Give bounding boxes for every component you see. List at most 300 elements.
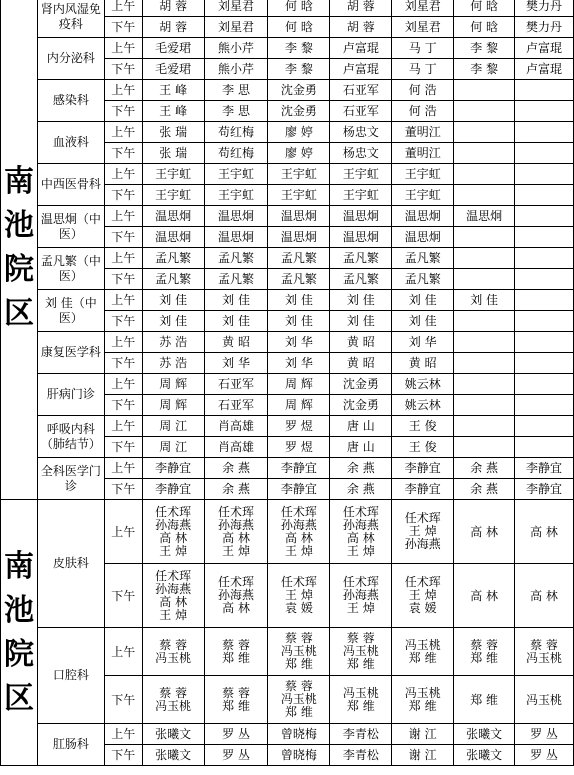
dept-name: 肛肠科 <box>37 724 104 766</box>
half-day-label: 下午 <box>104 17 142 38</box>
doctor-cell: 李静宜 <box>515 458 574 479</box>
cell-line: 郑 维 <box>285 657 313 671</box>
cell-line: 蔡 蓉 <box>530 637 558 652</box>
schedule-row <box>1 248 574 269</box>
doctor-cell <box>268 628 330 676</box>
doctor-cell <box>454 269 515 290</box>
doctor-cell: 王宇虹 <box>392 185 454 206</box>
doctor-cell: 王宇虹 <box>392 164 454 185</box>
cell-line: 郑 维 <box>285 705 313 719</box>
doctor-cell: 刘 华 <box>268 353 330 374</box>
doctor-cell: 石亚军 <box>204 374 268 395</box>
cell-line: 冯玉桃 <box>404 685 441 700</box>
doctor-cell <box>515 437 574 458</box>
doctor-cell: 孟凡繁 <box>142 248 204 269</box>
cell-line: 任术珲 <box>342 504 379 519</box>
doctor-cell: 李静宜 <box>392 458 454 479</box>
dept-name: 中西医骨科 <box>37 164 104 206</box>
cell-line: 冯玉桃 <box>155 698 192 713</box>
doctor-cell <box>330 564 392 628</box>
doctor-cell: 周 辉 <box>268 374 330 395</box>
half-day-label: 上午 <box>104 416 142 437</box>
campus-label <box>1 500 38 766</box>
cell-line: 冯玉桃 <box>155 650 192 665</box>
doctor-cell <box>515 122 574 143</box>
doctor-cell <box>515 374 574 395</box>
doctor-cell: 沈金勇 <box>268 101 330 122</box>
doctor-cell: 温思炯 <box>392 227 454 248</box>
half-day-label: 上午 <box>104 206 142 227</box>
doctor-cell: 李 黎 <box>454 59 515 80</box>
doctor-cell <box>515 311 574 332</box>
doctor-cell: 何 晗 <box>268 17 330 38</box>
doctor-cell <box>268 564 330 628</box>
doctor-cell: 刘 佳 <box>142 290 204 311</box>
doctor-cell: 张 瑞 <box>142 143 204 164</box>
doctor-cell: 石亚军 <box>204 395 268 416</box>
doctor-cell <box>392 676 454 724</box>
doctor-cell <box>515 206 574 227</box>
doctor-cell: 罗 煜 <box>268 437 330 458</box>
doctor-cell <box>454 374 515 395</box>
doctor-cell: 冯玉桃 <box>515 676 574 724</box>
schedule-row <box>1 38 574 59</box>
doctor-cell <box>268 676 330 724</box>
doctor-cell: 卢富琨 <box>515 38 574 59</box>
doctor-cell: 温思炯 <box>142 206 204 227</box>
doctor-cell: 李 思 <box>204 101 268 122</box>
cell-line: 孙海燕 <box>342 588 379 602</box>
doctor-cell: 董明江 <box>392 143 454 164</box>
cell-line: 蔡 蓉 <box>285 679 313 693</box>
doctor-cell: 杨忠文 <box>330 122 392 143</box>
doctor-cell: 孟凡繁 <box>392 248 454 269</box>
cell-line: 孙海燕 <box>155 517 192 532</box>
half-day-label: 上午 <box>104 248 142 269</box>
doctor-cell <box>330 500 392 564</box>
doctor-cell <box>515 248 574 269</box>
cell-line: 高 林 <box>346 530 375 545</box>
half-day-label: 下午 <box>104 59 142 80</box>
doctor-cell: 王宇虹 <box>268 164 330 185</box>
doctor-cell: 刘 佳 <box>268 311 330 332</box>
doctor-cell: 王宇虹 <box>204 185 268 206</box>
doctor-cell: 余 燕 <box>454 458 515 479</box>
doctor-cell: 刘 华 <box>392 332 454 353</box>
doctor-cell <box>515 332 574 353</box>
doctor-cell <box>204 676 268 724</box>
doctor-cell: 苟红梅 <box>204 122 268 143</box>
half-day-label: 下午 <box>104 227 142 248</box>
doctor-cell: 李青松 <box>330 724 392 745</box>
cell-line: 蔡 蓉 <box>470 637 499 652</box>
cell-line: 冯玉桃 <box>342 685 379 700</box>
doctor-cell: 黄 昭 <box>330 353 392 374</box>
doctor-cell: 王宇虹 <box>142 185 204 206</box>
doctor-cell: 王宇虹 <box>330 185 392 206</box>
doctor-cell <box>330 628 392 676</box>
doctor-cell <box>515 164 574 185</box>
doctor-cell: 周 辉 <box>142 374 204 395</box>
schedule-row <box>1 724 574 745</box>
doctor-cell <box>454 395 515 416</box>
doctor-cell: 李 黎 <box>268 59 330 80</box>
doctor-cell: 王 峰 <box>142 101 204 122</box>
half-day-label: 上午 <box>104 628 142 676</box>
cell-line: 王 焯 <box>222 543 250 558</box>
doctor-cell: 毛爱珺 <box>142 59 204 80</box>
doctor-cell <box>454 227 515 248</box>
doctor-cell: 周 辉 <box>142 395 204 416</box>
cell-line: 郑 维 <box>470 650 499 665</box>
doctor-cell: 刘星君 <box>392 17 454 38</box>
doctor-cell <box>515 227 574 248</box>
dept-name: 肾内风湿免疫科 <box>37 0 104 38</box>
doctor-cell: 胡 蓉 <box>142 0 204 17</box>
doctor-cell <box>515 290 574 311</box>
doctor-cell <box>204 500 268 564</box>
doctor-cell: 苏 浩 <box>142 332 204 353</box>
cell-line: 高 林 <box>159 594 188 609</box>
doctor-cell: 刘星君 <box>392 0 454 17</box>
doctor-cell: 孟凡繁 <box>204 248 268 269</box>
campus-char: 区 <box>3 295 34 331</box>
cell-line: 蔡 蓉 <box>159 685 188 700</box>
doctor-cell: 肖高雄 <box>204 437 268 458</box>
dept-name: 血液科 <box>37 122 104 164</box>
doctor-cell: 温思炯 <box>204 227 268 248</box>
doctor-cell <box>268 500 330 564</box>
doctor-cell: 高 林 <box>454 500 515 564</box>
doctor-cell: 卢富琨 <box>330 59 392 80</box>
doctor-cell: 曾晓梅 <box>268 745 330 766</box>
doctor-cell: 唐 山 <box>330 437 392 458</box>
doctor-cell: 张曦文 <box>142 724 204 745</box>
doctor-cell: 王 峰 <box>142 80 204 101</box>
doctor-cell <box>454 185 515 206</box>
half-day-label: 下午 <box>104 479 142 500</box>
doctor-cell: 余 燕 <box>204 458 268 479</box>
campus-char: 池 <box>3 592 34 628</box>
cell-line: 王 焯 <box>346 601 375 615</box>
schedule-row <box>1 0 574 17</box>
schedule-row <box>1 500 574 564</box>
doctor-cell: 温思炯 <box>142 227 204 248</box>
doctor-cell: 王宇虹 <box>142 164 204 185</box>
doctor-cell: 黄 昭 <box>204 332 268 353</box>
doctor-cell: 廖 婷 <box>268 143 330 164</box>
doctor-cell: 黄 昭 <box>392 353 454 374</box>
cell-line: 孙海燕 <box>155 581 192 596</box>
doctor-cell: 黄 昭 <box>330 332 392 353</box>
half-day-label: 上午 <box>104 80 142 101</box>
schedule-row <box>1 206 574 227</box>
cell-line: 任术珲 <box>218 504 255 519</box>
dept-name: 刘 佳（中医） <box>37 290 104 332</box>
doctor-cell <box>454 80 515 101</box>
doctor-cell <box>204 564 268 628</box>
dept-name: 温思炯（中医） <box>37 206 104 248</box>
doctor-cell: 李静宜 <box>392 479 454 500</box>
doctor-cell: 卢富琨 <box>330 38 392 59</box>
half-day-label: 下午 <box>104 143 142 164</box>
doctor-cell: 王 俊 <box>392 437 454 458</box>
doctor-cell: 温思炯 <box>330 227 392 248</box>
doctor-cell: 刘 佳 <box>392 290 454 311</box>
campus-char: 区 <box>3 680 34 716</box>
cell-line: 高 林 <box>222 601 250 615</box>
doctor-cell: 唐 山 <box>330 416 392 437</box>
doctor-cell: 温思炯 <box>268 206 330 227</box>
doctor-cell: 刘 佳 <box>204 290 268 311</box>
cell-line: 袁 媛 <box>408 601 437 615</box>
doctor-cell: 刘 华 <box>268 332 330 353</box>
doctor-cell: 胡 蓉 <box>330 0 392 17</box>
schedule-row <box>1 290 574 311</box>
doctor-cell: 沈金勇 <box>330 374 392 395</box>
cell-line: 冯玉桃 <box>526 650 563 665</box>
doctor-cell: 刘 佳 <box>330 290 392 311</box>
schedule-row <box>1 80 574 101</box>
doctor-cell <box>515 353 574 374</box>
doctor-cell: 胡 蓉 <box>142 17 204 38</box>
doctor-cell: 孟凡繁 <box>330 248 392 269</box>
doctor-cell: 董明江 <box>392 122 454 143</box>
dept-name: 康复医学科 <box>37 332 104 374</box>
doctor-cell <box>142 564 204 628</box>
half-day-label: 下午 <box>104 564 142 628</box>
doctor-cell: 苏 浩 <box>142 353 204 374</box>
half-day-label: 上午 <box>104 0 142 17</box>
dept-name: 孟凡繁（中医） <box>37 248 104 290</box>
schedule-row <box>1 374 574 395</box>
doctor-cell: 张曦文 <box>454 724 515 745</box>
dept-name: 全科医学门诊 <box>37 458 104 500</box>
doctor-cell: 石亚军 <box>330 101 392 122</box>
doctor-cell: 王宇虹 <box>268 185 330 206</box>
half-day-label: 下午 <box>104 745 142 766</box>
cell-line: 蔡 蓉 <box>346 631 375 645</box>
doctor-cell: 刘 佳 <box>330 311 392 332</box>
cell-line: 王 焯 <box>159 607 188 622</box>
doctor-cell: 张曦文 <box>454 745 515 766</box>
doctor-cell: 何 晗 <box>268 0 330 17</box>
doctor-cell: 孟凡繁 <box>142 269 204 290</box>
schedule-row <box>1 122 574 143</box>
cell-line: 孙海燕 <box>280 517 317 532</box>
doctor-cell <box>142 676 204 724</box>
doctor-cell: 刘星君 <box>204 17 268 38</box>
half-day-label: 上午 <box>104 458 142 479</box>
cell-line: 郑 维 <box>222 698 250 713</box>
half-day-label: 下午 <box>104 395 142 416</box>
half-day-label: 下午 <box>104 101 142 122</box>
doctor-cell: 孟凡繁 <box>268 248 330 269</box>
doctor-cell: 李 思 <box>204 80 268 101</box>
doctor-cell: 孟凡繁 <box>330 269 392 290</box>
cell-line: 任术珲 <box>404 575 441 589</box>
doctor-cell: 刘 华 <box>204 353 268 374</box>
cell-line: 冯玉桃 <box>280 644 317 658</box>
half-day-label: 上午 <box>104 38 142 59</box>
campus-label <box>1 0 38 500</box>
cell-line: 任术珲 <box>218 575 255 589</box>
dept-name: 呼吸内科（肺结节） <box>37 416 104 458</box>
cell-line: 冯玉桃 <box>280 692 317 706</box>
doctor-cell: 罗 丛 <box>515 745 574 766</box>
doctor-cell: 周 辉 <box>268 395 330 416</box>
doctor-cell: 孟凡繁 <box>268 269 330 290</box>
doctor-cell: 温思炯 <box>392 206 454 227</box>
schedule-row <box>1 628 574 676</box>
doctor-cell: 刘 佳 <box>392 311 454 332</box>
doctor-cell: 沈金勇 <box>268 80 330 101</box>
doctor-cell <box>454 164 515 185</box>
schedule-row <box>1 416 574 437</box>
cell-line: 高 林 <box>222 530 250 545</box>
doctor-cell: 李静宜 <box>268 479 330 500</box>
doctor-cell <box>515 269 574 290</box>
doctor-cell <box>515 143 574 164</box>
dept-name: 肝病门诊 <box>37 374 104 416</box>
half-day-label: 上午 <box>104 374 142 395</box>
half-day-label: 下午 <box>104 437 142 458</box>
schedule-row <box>1 164 574 185</box>
cell-line: 王 焯 <box>408 524 437 538</box>
doctor-cell: 沈金勇 <box>330 395 392 416</box>
doctor-cell: 张 瑞 <box>142 122 204 143</box>
cell-line: 任术珲 <box>155 568 192 583</box>
schedule-row <box>1 458 574 479</box>
doctor-cell: 姚云林 <box>392 395 454 416</box>
doctor-cell <box>392 564 454 628</box>
doctor-cell: 王 俊 <box>392 416 454 437</box>
doctor-cell: 樊力丹 <box>515 0 574 17</box>
doctor-cell: 何 晗 <box>454 0 515 17</box>
campus-char: 院 <box>3 251 34 287</box>
half-day-label: 上午 <box>104 500 142 564</box>
doctor-cell: 余 燕 <box>330 458 392 479</box>
cell-line: 冯玉桃 <box>342 644 379 658</box>
cell-line: 王 焯 <box>285 543 313 558</box>
doctor-cell <box>515 101 574 122</box>
cell-line: 孙海燕 <box>404 537 441 551</box>
doctor-cell: 马 丁 <box>392 38 454 59</box>
cell-line: 蔡 蓉 <box>159 637 188 652</box>
half-day-label: 上午 <box>104 164 142 185</box>
doctor-cell: 苟红梅 <box>204 143 268 164</box>
doctor-cell: 李 黎 <box>454 38 515 59</box>
cell-line: 蔡 蓉 <box>222 685 250 700</box>
cell-line: 郑 维 <box>408 698 437 713</box>
cell-line: 任术珲 <box>280 504 317 519</box>
doctor-cell <box>515 395 574 416</box>
doctor-cell <box>454 628 515 676</box>
doctor-cell: 余 燕 <box>330 479 392 500</box>
doctor-cell: 高 林 <box>515 564 574 628</box>
doctor-cell: 李静宜 <box>142 479 204 500</box>
cell-line: 高 林 <box>159 530 188 545</box>
dept-name: 口腔科 <box>37 628 104 724</box>
doctor-cell: 何 浩 <box>392 101 454 122</box>
doctor-cell <box>515 80 574 101</box>
doctor-cell: 熊小芹 <box>204 38 268 59</box>
half-day-label: 上午 <box>104 290 142 311</box>
doctor-cell: 胡 蓉 <box>330 17 392 38</box>
cell-line: 任术珲 <box>404 511 441 525</box>
half-day-label: 下午 <box>104 185 142 206</box>
doctor-cell <box>454 311 515 332</box>
cell-line: 王 焯 <box>346 543 375 558</box>
doctor-cell: 曾晓梅 <box>268 724 330 745</box>
doctor-cell: 余 燕 <box>454 479 515 500</box>
doctor-cell <box>515 185 574 206</box>
doctor-cell <box>142 500 204 564</box>
doctor-cell <box>454 332 515 353</box>
doctor-cell: 石亚军 <box>330 80 392 101</box>
doctor-cell: 罗 丛 <box>204 745 268 766</box>
doctor-cell: 温思炯 <box>204 206 268 227</box>
doctor-cell: 高 林 <box>454 564 515 628</box>
doctor-cell: 何 浩 <box>392 80 454 101</box>
cell-line: 蔡 蓉 <box>285 631 313 645</box>
half-day-label: 上午 <box>104 332 142 353</box>
doctor-cell <box>454 122 515 143</box>
doctor-cell: 余 燕 <box>204 479 268 500</box>
doctor-cell: 李 黎 <box>268 38 330 59</box>
doctor-cell: 李静宜 <box>142 458 204 479</box>
doctor-cell <box>330 676 392 724</box>
doctor-cell: 郑 维 <box>454 676 515 724</box>
doctor-cell: 毛爱珺 <box>142 38 204 59</box>
campus-char: 池 <box>3 207 34 243</box>
cell-line: 孙海燕 <box>342 517 379 532</box>
cell-line: 郑 维 <box>346 698 375 713</box>
campus-char: 南 <box>3 548 34 584</box>
doctor-cell: 谢 江 <box>392 745 454 766</box>
doctor-cell <box>454 353 515 374</box>
doctor-cell: 刘 佳 <box>142 311 204 332</box>
cell-line: 王 焯 <box>159 543 188 558</box>
doctor-cell: 何 晗 <box>454 17 515 38</box>
doctor-cell: 谢 江 <box>392 724 454 745</box>
doctor-cell <box>515 628 574 676</box>
cell-line: 冯玉桃 <box>404 637 441 652</box>
cell-line: 孙海燕 <box>218 517 255 532</box>
dept-name: 内分泌科 <box>37 38 104 80</box>
doctor-cell: 张曦文 <box>142 745 204 766</box>
doctor-cell: 王宇虹 <box>330 164 392 185</box>
schedule-row <box>1 332 574 353</box>
doctor-cell: 杨忠文 <box>330 143 392 164</box>
doctor-cell: 廖 婷 <box>268 122 330 143</box>
doctor-cell: 温思炯 <box>454 206 515 227</box>
doctor-cell: 王宇虹 <box>204 164 268 185</box>
doctor-cell: 刘 佳 <box>268 290 330 311</box>
doctor-cell <box>454 143 515 164</box>
doctor-cell: 刘星君 <box>204 0 268 17</box>
doctor-cell: 罗 丛 <box>204 724 268 745</box>
dept-name: 皮肤科 <box>37 500 104 628</box>
doctor-cell <box>454 416 515 437</box>
half-day-label: 下午 <box>104 269 142 290</box>
doctor-cell: 李青松 <box>330 745 392 766</box>
doctor-cell: 卢富琨 <box>515 59 574 80</box>
doctor-cell <box>392 628 454 676</box>
half-day-label: 上午 <box>104 122 142 143</box>
dept-name: 感染科 <box>37 80 104 122</box>
doctor-cell: 罗 丛 <box>515 724 574 745</box>
